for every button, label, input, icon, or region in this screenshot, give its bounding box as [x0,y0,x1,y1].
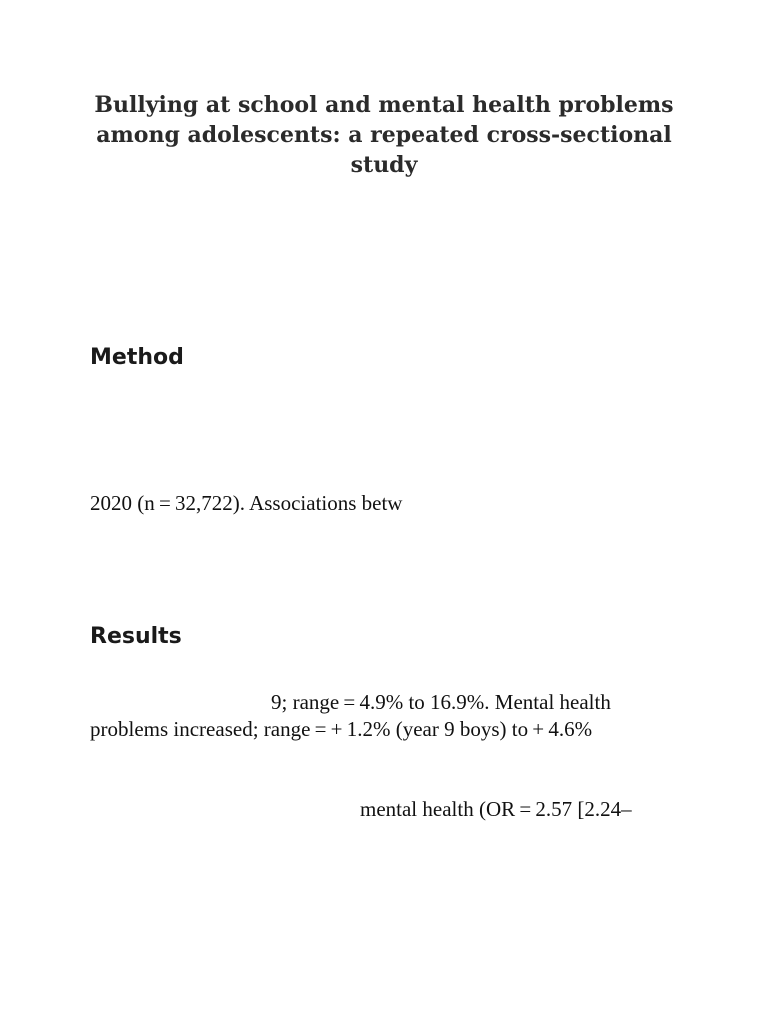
results-heading: Results [90,624,182,649]
results-text-line: problems increased; range = + 1.2% (year 9 boys) to + 4.6% [90,717,593,741]
results-text-line: 9; range = 4.9% to 16.9%. Mental health [271,690,611,714]
results-text-line: mental health (OR = 2.57 [2.24– [360,797,632,821]
method-heading: Method [90,345,184,370]
method-text-line: 2020 (n = 32,722). Associations betw [90,491,403,515]
paper-title: Bullying at school and mental health problems among adolescents: a repeated cross-sectional study [94,92,674,178]
